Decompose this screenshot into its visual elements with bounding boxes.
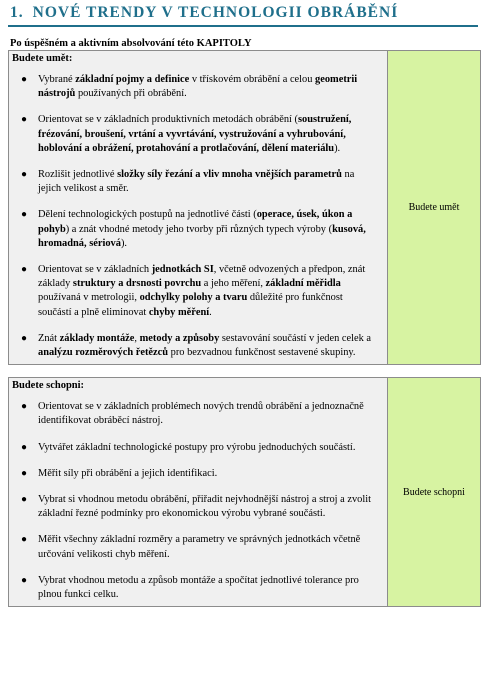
bullet-icon: ● [21, 114, 28, 126]
objective-text: Měřit všechny základní rozměry a parametry ve správných jednotkách včetně určování velikosti chyb měření. [38, 534, 361, 560]
objective-text: používaná v metrologii, [38, 292, 140, 304]
objective-text: Orientovat se v základních problémech nových trendů obrábění a jednoznačně identifikovat obráběcí nástroj. [38, 401, 364, 427]
section-side-label: Budete schopni [388, 378, 481, 607]
objective-item [9, 208, 377, 251]
objective-text: . [209, 306, 212, 318]
objectives-table [8, 50, 481, 607]
objective-item [9, 467, 377, 481]
objective-text: používaných při obrábění. [75, 88, 187, 100]
bullet-icon: ● [21, 467, 28, 479]
objective-emphasis: struktury a drsnosti povrchu [72, 278, 202, 290]
section-row-abilities [9, 378, 481, 607]
bullet-icon: ● [21, 494, 28, 506]
bullet-icon: ● [21, 209, 28, 221]
objective-text: a jeho měření, [201, 278, 266, 290]
chapter-heading [10, 4, 480, 22]
objective-item [9, 263, 377, 320]
objective-text: Dělení technologických postupů na jednotlivé části ( [38, 209, 257, 221]
section-caption: Budete umět: [12, 53, 73, 64]
bullet-icon: ● [21, 574, 28, 586]
heading-rule [8, 25, 478, 27]
bullet-icon: ● [21, 401, 28, 413]
objective-emphasis: operace, úsek, úkon a pohyb [38, 209, 353, 235]
objective-text: Orientovat se v základních produktivních metodách obrábění ( [38, 114, 298, 126]
section-caption: Budete schopni: [12, 380, 85, 392]
objective-emphasis: složky síly řezání a vliv mnoha vnějších parametrů [117, 169, 342, 181]
section-row-skills [9, 51, 481, 365]
objective-text: důležité pro funkčnost součástí a plně eliminovat [38, 292, 343, 318]
objective-text: ) a znát vhodné metody jeho tvorby při různých typech výroby ( [65, 223, 333, 235]
objective-text: Orientovat se v základních [38, 264, 152, 276]
objective-emphasis: základní měřidla [265, 278, 341, 290]
objective-item [9, 493, 377, 521]
objective-item [9, 574, 377, 602]
objective-emphasis: základní pojmy a definice [75, 74, 190, 85]
bullet-icon: ● [21, 264, 28, 276]
objective-emphasis: geometrii nástrojů [38, 74, 358, 100]
objective-emphasis: základy montáže [59, 332, 135, 344]
spacer-cell [9, 365, 481, 378]
bullet-icon: ● [21, 534, 28, 546]
objective-text: Rozlišit jednotlivé [38, 169, 118, 181]
bullet-icon: ● [21, 332, 28, 344]
objective-emphasis: chyby měření [148, 306, 210, 318]
objective-list [9, 400, 387, 606]
objective-emphasis: metody a způsoby [139, 332, 220, 344]
objective-emphasis: soustružení, frézování, broušení, vrtání a vyvrtávání, vystružování a vyhrubování, hoblování a obrážení, protahování a protlačování, dělení materiálu [38, 114, 352, 154]
objective-text: sestavování součástí v jeden celek a [219, 332, 372, 344]
objective-item [9, 400, 377, 428]
section-spacer [9, 365, 481, 378]
objective-item [9, 73, 377, 101]
bullet-icon: ● [21, 169, 28, 181]
objective-item [9, 533, 377, 561]
objective-emphasis: odchylky polohy a tvaru [139, 292, 248, 304]
objective-text: , včetně odvozených a předpon, znát základy [38, 264, 366, 290]
chapter-title: NOVÉ TRENDY V TECHNOLOGII OBRÁBĚNÍ [32, 4, 399, 21]
chapter-number: 1. [10, 4, 24, 21]
objective-item [9, 168, 377, 196]
objective-text: , [134, 332, 140, 344]
objective-text: Vybrané [38, 74, 76, 85]
objective-item [9, 113, 377, 156]
objective-text: Vytvářet základní technologické postupy pro výrobu jednoduchých součástí. [38, 441, 356, 453]
objective-text: v třískovém obrábění a celou [189, 74, 316, 85]
section-main-skills [9, 51, 388, 365]
objective-item [9, 441, 377, 455]
objective-text: Měřit síly při obrábění a jejich identifikaci. [38, 467, 218, 479]
objective-emphasis: jednotkách SI [151, 264, 214, 276]
objective-text: Vybrat si vhodnou metodu obrábění, přiřadit nejvhodnější nástroj a stroj a zvolit základní řezné podmínky pro ekonomickou výrobu vybrané součásti. [38, 494, 372, 520]
intro-text: Po úspěšném a aktivním absolvování této KAPITOLY [10, 38, 252, 49]
objective-text: Vybrat vhodnou metodu a způsob montáže a spočítat jednotlivé tolerance pro plnou funkci celku. [38, 574, 359, 601]
objective-text: ). [334, 142, 341, 154]
section-side-label: Budete umět [388, 51, 481, 365]
objective-text: na jejich velikost a směr. [38, 169, 355, 195]
objective-emphasis: analýzu rozměrových řetězců [38, 347, 169, 359]
bullet-icon: ● [21, 441, 28, 453]
objective-item [9, 332, 377, 360]
objective-emphasis: kusová, hromadná, sériová [38, 223, 366, 249]
objective-list [9, 73, 387, 364]
objective-text: pro bezvadnou funkčnost sestavené skupiny. [168, 347, 356, 359]
objective-text: ). [120, 237, 127, 249]
bullet-icon: ● [21, 74, 28, 85]
section-main-abilities [9, 378, 388, 607]
objective-text: Znát [38, 332, 60, 344]
